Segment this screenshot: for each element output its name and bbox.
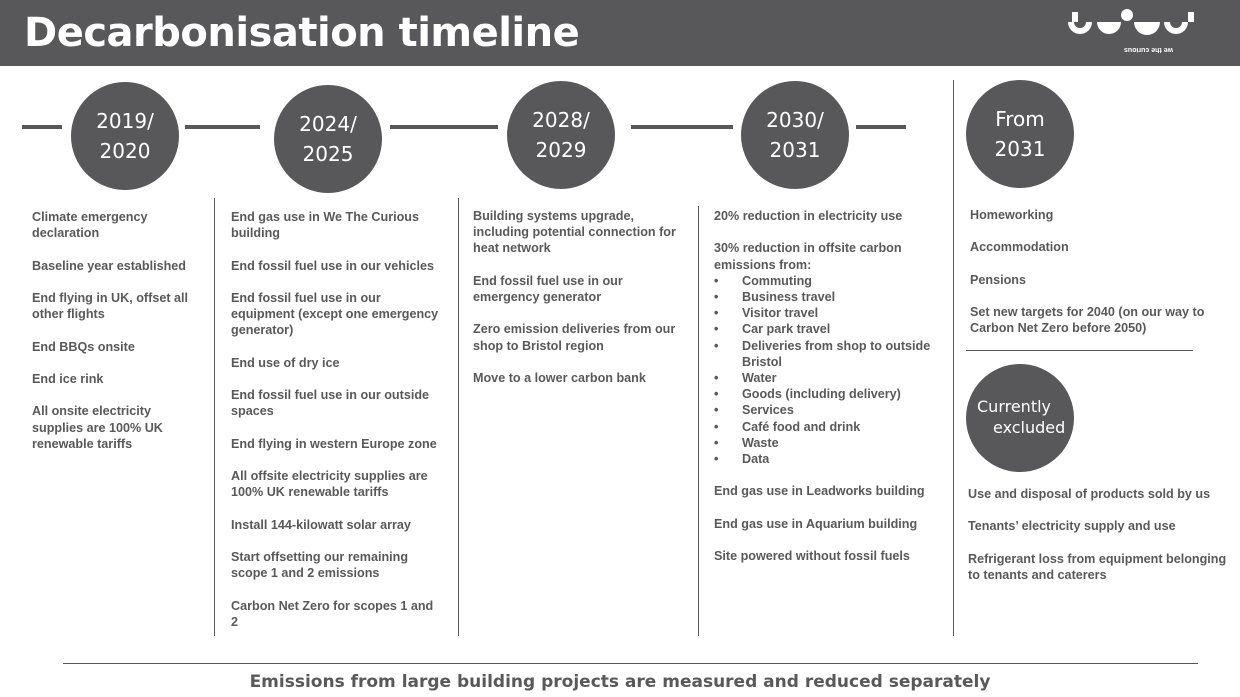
timeline-item: End fossil fuel use in our equipment (except one emergency generator) <box>231 290 439 338</box>
timeline-item: Accommodation <box>970 240 1069 255</box>
column-divider <box>953 80 954 636</box>
section-divider <box>966 350 1193 351</box>
list-item: • Commuting <box>714 273 944 289</box>
column-divider <box>214 198 215 636</box>
list-item: • Deliveries from shop to outside Bristol <box>714 338 944 370</box>
timeline-segment <box>390 125 498 129</box>
list-item: • Services <box>714 402 944 418</box>
list-item: • Business travel <box>714 289 944 305</box>
column-2024-2025 <box>231 209 443 646</box>
timeline-item: All onsite electricity supplies are 100% UK renewable tariffs <box>32 404 163 451</box>
list-item: • Goods (including delivery) <box>714 386 944 402</box>
timeline-item: End fossil fuel use in our outside spaces <box>231 388 430 419</box>
milestone-2028-2029: 2028/ 2029 <box>507 81 615 189</box>
excluded-item: Use and disposal of products sold by us <box>968 487 1211 501</box>
timeline-item: End flying in western Europe zone <box>231 436 437 451</box>
milestone-2024-2025: 2024/ 2025 <box>274 85 382 193</box>
timeline-item: Building systems upgrade, including potential connection for heat network <box>473 209 676 256</box>
timeline-item: End gas use in Leadworks building <box>714 484 925 499</box>
timeline-item: Site powered without fossil fuels <box>714 549 910 564</box>
timeline-item: Pensions <box>970 272 1026 287</box>
timeline-item: 20% reduction in electricity use <box>714 209 903 223</box>
timeline-item: Baseline year established <box>32 258 187 273</box>
list-item: • Water <box>714 370 944 386</box>
excluded-list <box>968 486 1230 599</box>
timeline-item: End flying in UK, offset all other flights <box>32 290 189 322</box>
timeline-item: All offsite electricity supplies are 100% UK renewable tariffs <box>231 469 428 500</box>
excluded-item: Refrigerant loss from equipment belonging to tenants and caterers <box>968 551 1227 582</box>
timeline-item: End gas use in We The Curious building <box>231 210 420 241</box>
footer-note: Emissions from large building projects are measured and reduced separately <box>249 672 991 692</box>
timeline-item: End BBQs onsite <box>32 339 135 354</box>
timeline-item: End ice rink <box>32 371 104 386</box>
footer-divider <box>63 663 1198 664</box>
timeline-item: Install 144-kilowatt solar array <box>231 517 411 532</box>
timeline-item: Move to a lower carbon bank <box>473 370 646 385</box>
timeline-item: End fossil fuel use in our emergency generator <box>473 273 623 304</box>
timeline-item: Start offsetting our remaining scope 1 and 2 emissions <box>231 550 409 581</box>
timeline-item: Climate emergency declaration <box>32 210 148 241</box>
milestone-from-2031: From 2031 <box>966 80 1074 188</box>
timeline-item: Zero emission deliveries from our shop to Bristol region <box>473 322 676 353</box>
header-bar <box>0 0 1240 66</box>
excluded-item: Tenants’ electricity supply and use <box>968 519 1176 534</box>
list-item: • Café food and drink <box>714 419 944 435</box>
currently-excluded-circle: Currently excluded <box>966 364 1074 472</box>
timeline-item: Homeworking <box>970 208 1054 222</box>
logo-tagline: we the curious <box>1124 46 1174 53</box>
list-item: • Visitor travel <box>714 305 944 321</box>
timeline-segment <box>22 125 62 129</box>
timeline-item: Carbon Net Zero for scopes 1 and 2 <box>231 598 434 629</box>
timeline-item: End use of dry ice <box>231 355 340 370</box>
timeline-segment <box>631 125 733 129</box>
milestone-2019-2020: 2019/ 2020 <box>71 82 179 190</box>
timeline-item: End fossil fuel use in our vehicles <box>231 258 434 273</box>
list-item: • Car park travel <box>714 321 944 337</box>
column-divider <box>698 206 699 636</box>
timeline-segment <box>185 125 260 129</box>
column-2019-2020 <box>32 209 204 468</box>
page-title: Decarbonisation timeline <box>24 10 580 56</box>
list-item: • Data <box>714 451 944 467</box>
column-2030-2031 <box>714 208 944 581</box>
offsite-emissions-list <box>714 273 944 467</box>
list-item: • Waste <box>714 435 944 451</box>
timeline-item: End gas use in Aquarium building <box>714 516 918 531</box>
column-from-2031 <box>970 207 1206 353</box>
milestone-2030-2031: 2030/ 2031 <box>741 81 849 189</box>
column-2028-2029 <box>473 208 687 402</box>
timeline-segment <box>856 125 906 129</box>
timeline-item: 30% reduction in offsite carbon emissions from: <box>714 241 902 272</box>
timeline-item: Set new targets for 2040 (on our way to Carbon Net Zero before 2050) <box>970 305 1205 336</box>
column-divider <box>458 198 459 636</box>
